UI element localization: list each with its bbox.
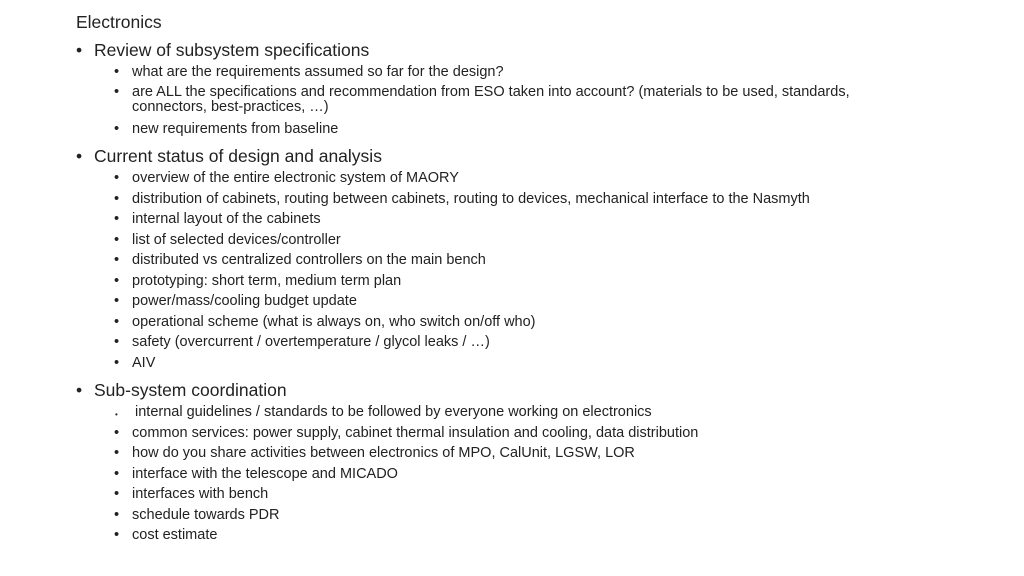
slide-title: Electronics <box>76 12 162 32</box>
section-heading <box>76 379 976 401</box>
section-heading-text: Sub-system coordination <box>94 380 287 400</box>
list-item: • overview of the entire electronic system of MAORY <box>76 168 976 189</box>
bullet-icon: • <box>114 334 120 350</box>
sub-list <box>76 168 976 373</box>
section-heading <box>76 145 976 167</box>
bullet-icon: • <box>114 64 120 80</box>
list-item: • internal layout of the cabinets <box>76 209 976 230</box>
list-item: • common services: power supply, cabinet thermal insulation and cooling, data distribution <box>76 423 976 444</box>
list-item: • AIV <box>76 353 976 374</box>
bullet-icon: • <box>76 146 83 166</box>
list-item: • power/mass/cooling budget update <box>76 291 976 312</box>
list-item: • list of selected devices/controller <box>76 230 976 251</box>
bullet-icon: • <box>114 293 120 309</box>
bullet-icon: • <box>114 313 120 330</box>
list-item: • what are the requirements assumed so far for the design? <box>76 62 976 83</box>
list-item: • cost estimate <box>76 525 976 546</box>
bullet-icon: • <box>114 252 120 268</box>
bullet-icon: • <box>114 83 120 100</box>
bullet-icon: • <box>76 40 83 60</box>
bullet-icon: • <box>76 380 83 400</box>
list-item: • distributed vs centralized controllers on the main bench <box>76 250 976 271</box>
bullet-icon: • <box>114 272 120 289</box>
section-heading-text: Current status of design and analysis <box>94 146 382 166</box>
section-heading <box>76 39 976 61</box>
sub-list <box>76 62 976 139</box>
list-item: • new requirements from baseline <box>76 119 976 140</box>
section-current-status <box>76 145 976 373</box>
list-item: • distribution of cabinets, routing between cabinets, routing to devices, mechanical interface to the Nasmyth <box>76 189 976 210</box>
list-item: • operational scheme (what is always on, who switch on/off who) <box>76 312 976 333</box>
list-item: • schedule towards PDR <box>76 505 976 526</box>
bullet-icon: • <box>114 170 120 186</box>
list-item: • prototyping: short term, medium term plan <box>76 271 976 292</box>
list-item: • interface with the telescope and MICADO <box>76 464 976 485</box>
bullet-icon: • <box>115 410 118 419</box>
sub-list <box>76 402 976 546</box>
bullet-icon: • <box>114 211 120 227</box>
section-heading-text: Review of subsystem specifications <box>94 40 370 60</box>
bullet-icon: • <box>114 506 120 523</box>
bullet-icon: • <box>114 424 120 441</box>
bullet-icon: • <box>114 354 120 371</box>
list-item: • internal guidelines / standards to be followed by everyone working on electronics <box>76 402 976 423</box>
section-review-specifications <box>76 39 976 139</box>
list-item: • safety (overcurrent / overtemperature / glycol leaks / …) <box>76 332 976 353</box>
bullet-icon: • <box>114 120 120 137</box>
list-item: • are ALL the specifications and recommendation from ESO taken into account? (materials to be used, standards, connectors, best-practices, …) <box>114 83 850 115</box>
section-subsystem-coordination <box>76 379 976 546</box>
bullet-icon: • <box>114 190 120 207</box>
list-item: • how do you share activities between electronics of MPO, CalUnit, LGSW, LOR <box>76 443 976 464</box>
bullet-icon: • <box>114 465 120 482</box>
bullet-icon: • <box>114 445 120 461</box>
bullet-icon: • <box>114 486 120 502</box>
bullet-icon: • <box>114 527 120 543</box>
list-item: • interfaces with bench <box>76 484 976 505</box>
bullet-icon: • <box>114 231 120 248</box>
